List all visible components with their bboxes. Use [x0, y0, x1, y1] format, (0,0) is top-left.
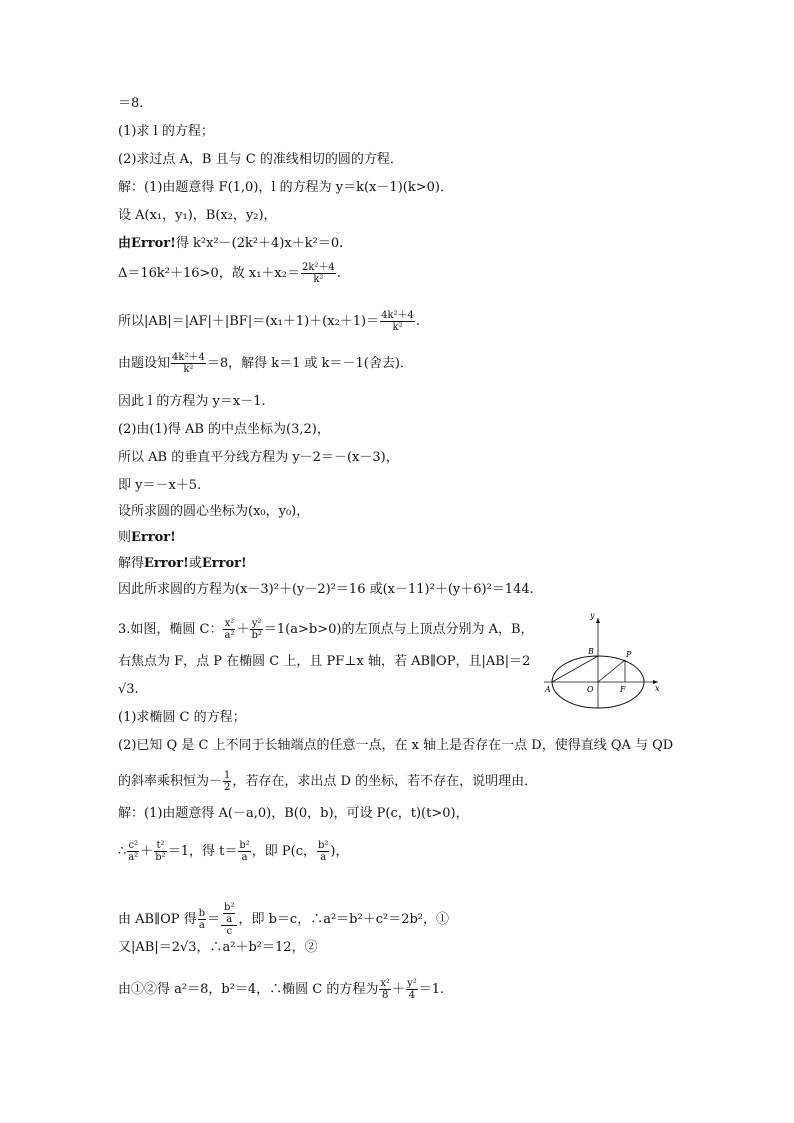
error-placeholder: Error!	[131, 530, 176, 545]
numerator: b²	[224, 902, 235, 913]
label-f: F	[620, 685, 626, 694]
numerator: b²	[239, 840, 250, 851]
text-line	[118, 840, 349, 863]
numerator	[221, 902, 237, 926]
fraction	[379, 978, 391, 1001]
text: ＝	[207, 912, 221, 927]
text-line	[118, 902, 449, 937]
text-line: 所以 AB 的垂直平分线方程为 y－2＝－(x－3)，	[118, 450, 399, 465]
text: ＝1，得 t＝	[167, 844, 238, 859]
text-line: 即 y＝－x＋5.	[118, 478, 202, 493]
text-line: 又|AB|＝2√3，∴a²＋b²＝12，②	[118, 940, 318, 955]
question-2: (2)求过点 A，B 且与 C 的准线相切的圆的方程．	[118, 152, 403, 167]
denominator: a²	[224, 630, 235, 641]
numerator: b	[198, 908, 206, 919]
text: ＝1.	[418, 982, 445, 997]
text: 由 AB∥OP 得	[118, 912, 197, 927]
fraction	[198, 908, 206, 931]
text-line: ＝8.	[118, 96, 144, 111]
fraction	[171, 352, 206, 375]
text-line: 右焦点为 F，点 P 在椭圆 C 上，且 PF⊥x 轴，若 AB∥OP，且|AB|＝2	[118, 654, 531, 669]
text-line	[118, 310, 420, 333]
text: )，	[330, 844, 349, 859]
text-line	[118, 262, 341, 285]
text-line: 设 A(x₁，y₁)，B(x₂，y₂)，	[118, 208, 277, 223]
numerator: t²	[154, 840, 166, 852]
text: ＝8，解得 k＝1 或 k＝－1(舍去)．	[206, 356, 413, 371]
solution-line: 解：(1)由题意得 A(－a,0)，B(0，b)，可设 P(c，t)(t>0)，	[118, 806, 469, 821]
compound-fraction	[221, 902, 237, 937]
numerator: x²	[380, 978, 391, 989]
text: ＝1(a>b>0)的左顶点与上顶点分别为 A，B，	[263, 622, 534, 637]
fraction	[301, 262, 336, 285]
text: ，即 P(c，	[251, 844, 316, 859]
numerator: 2k²＋4	[301, 262, 335, 273]
fraction	[238, 840, 250, 863]
text: 由	[118, 236, 132, 251]
denominator: a	[198, 920, 205, 931]
text: 得 k²x²－(2k²＋4)x＋k²＝0.	[175, 236, 344, 251]
fraction	[154, 840, 166, 863]
text: ，若存在，求出点 D 的坐标，若不存在，说明理由．	[232, 774, 538, 789]
text-line: √3.	[118, 682, 139, 697]
fraction	[223, 902, 235, 925]
label-b: B	[588, 647, 594, 656]
y-axis-arrow	[596, 618, 600, 623]
denominator: a	[241, 852, 248, 863]
text-line	[118, 978, 444, 1001]
fraction	[250, 618, 262, 641]
text: 3.如图，椭圆 C：	[118, 622, 223, 637]
text: .	[415, 314, 421, 329]
denominator: 4	[408, 990, 416, 1001]
fraction	[317, 840, 329, 863]
denominator: k²	[183, 364, 194, 375]
denominator: k²	[313, 274, 324, 285]
text: 则	[118, 530, 132, 545]
numerator: 1	[224, 770, 231, 781]
text: Δ＝16k²＋16>0，故 x₁＋x₂＝	[118, 266, 300, 281]
error-placeholder: Error!	[201, 556, 247, 571]
numerator: 4k²＋4	[172, 352, 205, 363]
text-line: (2)由(1)得 AB 的中点坐标为(3,2)，	[118, 422, 330, 437]
text: 的斜率乘积恒为－	[118, 774, 223, 789]
denominator: 8	[382, 990, 389, 1001]
text: .	[336, 266, 341, 281]
denominator: b²	[251, 630, 262, 641]
text: ＋	[140, 844, 154, 859]
fraction	[223, 618, 235, 641]
label-p: P	[626, 650, 632, 659]
fraction	[406, 978, 418, 1001]
problem-3	[118, 618, 534, 641]
text: ，即 b＝c，∴a²＝b²＋c²＝2b²，①	[238, 912, 449, 927]
denominator: k²	[392, 322, 403, 333]
denominator: a	[226, 914, 233, 925]
question-2: (2)已知 Q 是 C 上不同于长轴端点的任意一点，在 x 轴上是否存在一点 D，使得直线 QA 与 QD	[118, 738, 674, 753]
label-a: A	[545, 685, 551, 694]
label-o: O	[587, 685, 594, 694]
text-line	[118, 530, 176, 546]
text-line	[118, 352, 413, 375]
solution-line: 解：(1)由题意得 F(1,0)，l 的方程为 y＝k(x－1)(k>0)．	[118, 180, 453, 195]
denominator: a²	[128, 852, 139, 863]
question-1: (1)求椭圆 C 的方程；	[118, 710, 246, 725]
denominator: a	[320, 852, 327, 863]
text: 由①②得 a²＝8，b²＝4，∴椭圆 C 的方程为	[118, 982, 379, 997]
text-line	[118, 236, 343, 252]
text: 或	[188, 556, 202, 571]
numerator: y²	[407, 978, 417, 989]
text-line	[118, 770, 537, 793]
fraction	[127, 840, 139, 863]
question-1: (1)求 l 的方程；	[118, 124, 214, 139]
denominator: c	[226, 926, 233, 937]
text-line	[118, 556, 247, 572]
numerator: 4k²＋4	[381, 310, 414, 321]
text: ∴	[118, 844, 127, 859]
denominator: 2	[224, 782, 231, 793]
text: ＋	[236, 622, 250, 637]
fraction	[223, 770, 231, 793]
text-line: 设所求圆的圆心坐标为(x₀，y₀)，	[118, 504, 310, 519]
error-placeholder: Error!	[144, 556, 189, 571]
text-line: 因此所求圆的方程为(x－3)²＋(y－2)²＝16 或(x－11)²＋(y＋6)²＝144.	[118, 582, 534, 597]
text: 解得	[118, 556, 145, 571]
ellipse-figure	[538, 612, 662, 712]
text: ＋	[392, 982, 406, 997]
fraction	[380, 310, 415, 333]
numerator: y²	[251, 618, 262, 629]
numerator: c²	[128, 840, 139, 851]
denominator: b²	[155, 852, 166, 863]
text-line: 因此 l 的方程为 y＝x－1.	[118, 394, 266, 409]
error-placeholder: Error!	[131, 236, 176, 251]
label-x: x	[655, 684, 660, 693]
text: 由题设知	[118, 356, 171, 371]
numerator: b²	[318, 840, 329, 851]
label-y: y	[590, 612, 595, 620]
segment-op	[598, 660, 625, 682]
text: 所以|AB|＝|AF|＋|BF|＝(x₁＋1)＋(x₂＋1)＝	[118, 314, 380, 329]
numerator: x²	[224, 618, 235, 629]
